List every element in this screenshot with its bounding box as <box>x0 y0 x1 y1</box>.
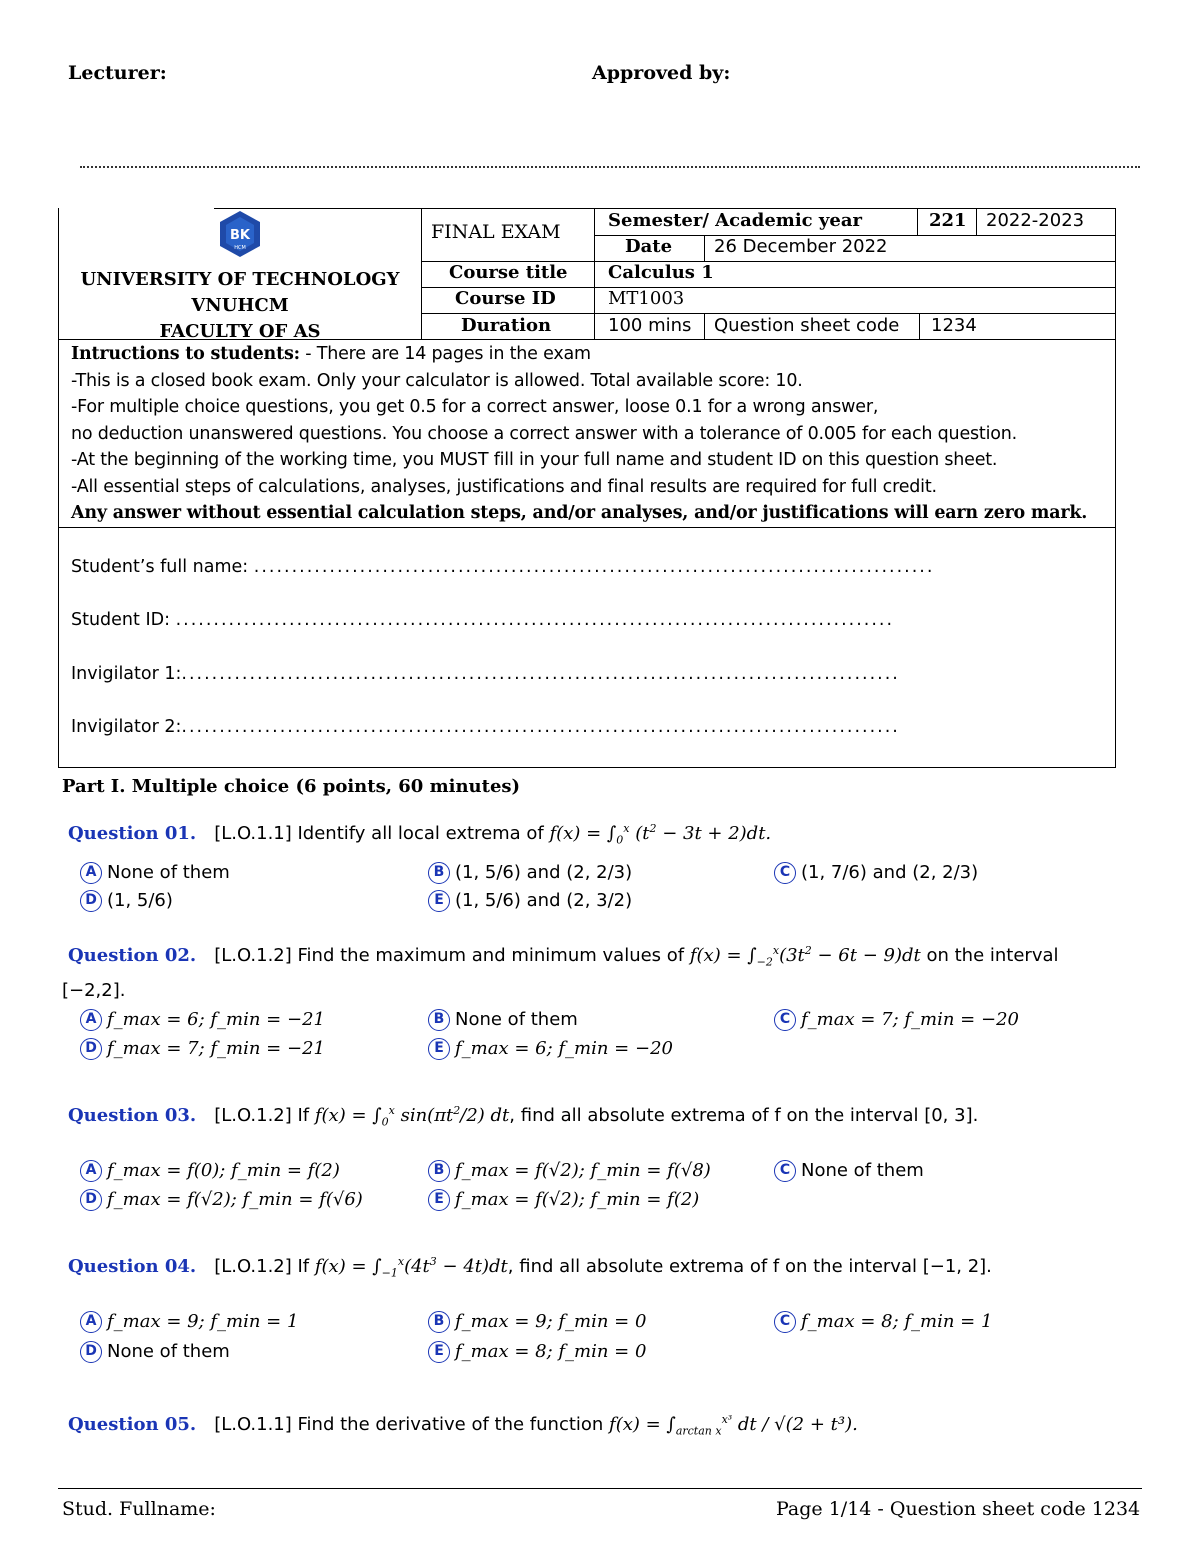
option-letter: A <box>80 1160 102 1182</box>
option-letter: C <box>774 1311 796 1333</box>
instructions-warning: Any answer without essential calculation steps, and/or analyses, and/or justifications will earn zero mark. <box>71 503 1088 523</box>
invigilator-1-label: Invigilator 1: <box>71 664 182 684</box>
option-text: None of them <box>107 1341 230 1362</box>
question-text: Identify all local extrema of <box>291 823 550 844</box>
option-e[interactable] <box>428 1341 646 1363</box>
student-id-label: Student ID: <box>71 610 176 630</box>
option-text: (1, 5/6) <box>107 890 173 911</box>
option-e[interactable] <box>428 1189 699 1211</box>
option-letter: E <box>428 1341 450 1363</box>
option-d[interactable] <box>80 1341 230 1363</box>
university-logo <box>212 209 268 261</box>
question-label: Question 03. <box>68 1105 197 1126</box>
learning-outcome: [L.O.1.2] <box>214 945 292 966</box>
question-label: Question 04. <box>68 1256 197 1277</box>
formula: $f(x) = \int_{-2}^x(3t^2 - 6t - 9)dt$ <box>689 944 921 969</box>
academic-year: 2022-2023 <box>986 210 1085 231</box>
option-b[interactable] <box>428 1311 646 1333</box>
option-text: (1, 5/6) and (2, 3/2) <box>455 890 633 911</box>
option-a[interactable] <box>80 1009 325 1031</box>
footer-divider <box>58 1488 1142 1489</box>
semester-label: Semester/ Academic year <box>608 210 862 231</box>
student-id-field[interactable]: Student ID: ............................................................................................... <box>71 610 895 630</box>
option-d[interactable] <box>80 890 173 912</box>
semester-value: 221 <box>929 210 967 231</box>
svg-text:BK: BK <box>230 228 250 243</box>
instructions-line: no deduction unanswered questions. You choose a correct answer with a tolerance of 0.005 for each question. <box>71 423 1018 444</box>
sheet-code-value: 1234 <box>931 315 977 336</box>
option-text: None of them <box>455 1009 578 1030</box>
option-b[interactable] <box>428 1009 578 1031</box>
instructions-line: -For multiple choice questions, you get 0.5 for a correct answer, loose 0.1 for a wrong answer, <box>71 397 879 417</box>
option-d[interactable] <box>80 1189 363 1211</box>
question-05 <box>68 1413 1148 1438</box>
option-text: f_max = 9; f_min = 1 <box>107 1311 299 1332</box>
learning-outcome: [L.O.1.2] <box>214 1256 292 1277</box>
option-letter: D <box>80 890 102 912</box>
duration-value: 100 mins <box>608 315 692 336</box>
option-text: f_max = f(√2); f_min = f(√6) <box>107 1189 363 1210</box>
instructions-line: - There are 14 pages in the exam <box>299 344 591 364</box>
option-letter: E <box>428 890 450 912</box>
learning-outcome: [L.O.1.1] <box>214 1414 292 1435</box>
instructions-line: -All essential steps of calculations, analyses, justifications and final results are required for full credit. <box>71 476 937 497</box>
option-text: f_max = 8; f_min = 1 <box>801 1311 993 1332</box>
footer-page-info: Page 1/14 - Question sheet code 1234 <box>776 1498 1141 1520</box>
formula: $f(x) = \int_0^x$ $\sin(\pi t^2/2)$ dt <box>314 1104 510 1129</box>
student-name-field[interactable]: Student’s full name: .......................................................................................... <box>71 557 935 577</box>
option-b[interactable] <box>428 862 632 884</box>
instructions-line: -At the beginning of the working time, you MUST fill in your full name and student ID on this question sheet. <box>71 450 998 470</box>
question-text: Find the maximum and minimum values of <box>291 945 690 966</box>
option-a[interactable] <box>80 1311 298 1333</box>
question-label: Question 02. <box>68 945 197 966</box>
vnuhcm-label: VNUHCM <box>191 295 289 316</box>
sheet-code-label: Question sheet code <box>714 315 900 336</box>
instructions-block <box>71 341 1087 527</box>
question-text: on the interval <box>920 945 1059 966</box>
option-letter: A <box>80 1009 102 1031</box>
instructions-line: -This is a closed book exam. Only your calculator is allowed. Total available score: 10. <box>71 370 803 391</box>
question-text: If <box>291 1256 315 1277</box>
formula: $f(x) = \int_0^x$ $(t^2 - 3t + 2)dt$. <box>549 822 772 847</box>
option-letter: B <box>428 1009 450 1031</box>
option-letter: B <box>428 862 450 884</box>
option-letter: C <box>774 1160 796 1182</box>
question-04 <box>68 1255 1148 1280</box>
option-text: f_max = 7; f_min = −20 <box>801 1009 1019 1030</box>
option-letter: C <box>774 862 796 884</box>
exam-header-box <box>58 208 1116 768</box>
invigilator-2-field[interactable]: Invigilator 2:............................................................................................... <box>71 717 900 737</box>
option-c[interactable] <box>774 862 978 884</box>
option-text: f_max = 7; f_min = −21 <box>107 1038 325 1059</box>
option-letter: A <box>80 1311 102 1333</box>
option-letter: C <box>774 1009 796 1031</box>
question-text: Find the derivative of the function <box>291 1414 610 1435</box>
formula: $f(x) = \int_{arctan x}^{x^3}$ dt / √(2 + t³). <box>609 1413 858 1438</box>
option-a[interactable] <box>80 862 230 884</box>
question-03 <box>68 1104 1148 1129</box>
lecturer-label: Lecturer: <box>68 62 167 84</box>
formula: $f(x) = \int_{-1}^x(4t^3 - 4t)dt$ <box>314 1255 508 1280</box>
option-text: (1, 7/6) and (2, 2/3) <box>801 862 979 883</box>
learning-outcome: [L.O.1.1] <box>214 823 292 844</box>
question-text: , find all absolute extrema of f on the interval [0, 3]. <box>509 1105 979 1126</box>
course-title-value: Calculus 1 <box>608 262 714 283</box>
option-e[interactable] <box>428 890 632 912</box>
footer-fullname: Stud. Fullname: <box>62 1498 216 1520</box>
option-text: None of them <box>107 862 230 883</box>
signature-dotted-line <box>80 158 1140 168</box>
option-text: f_max = 9; f_min = 0 <box>455 1311 647 1332</box>
option-c[interactable] <box>774 1311 992 1333</box>
option-text: f_max = f(√2); f_min = f(2) <box>455 1189 700 1210</box>
option-d[interactable] <box>80 1038 325 1060</box>
option-text: f_max = f(√2); f_min = f(√8) <box>455 1160 711 1181</box>
option-letter: B <box>428 1311 450 1333</box>
option-letter: D <box>80 1189 102 1211</box>
instructions-heading: Intructions to students: <box>71 344 300 364</box>
option-text: f_max = 8; f_min = 0 <box>455 1341 647 1362</box>
option-text: None of them <box>801 1160 924 1181</box>
question-01 <box>68 822 1148 847</box>
option-text: (1, 5/6) and (2, 2/3) <box>455 862 633 883</box>
duration-label: Duration <box>461 315 552 336</box>
option-text: f_max = f(0); f_min = f(2) <box>107 1160 340 1181</box>
course-id-label: Course ID <box>455 288 556 309</box>
option-e[interactable] <box>428 1038 673 1060</box>
question-02 <box>68 944 1148 969</box>
question-text: If <box>291 1105 315 1126</box>
option-a[interactable] <box>80 1160 340 1182</box>
university-name: UNIVERSITY OF TECHNOLOGY <box>80 269 400 290</box>
question-label: Question 01. <box>68 823 197 844</box>
date-value: 26 December 2022 <box>714 236 888 257</box>
faculty-name: FACULTY OF AS <box>159 321 321 339</box>
course-id-value: MT1003 <box>608 288 685 309</box>
question-text: , find all absolute extrema of f on the interval [−1, 2]. <box>507 1256 992 1277</box>
option-letter: B <box>428 1160 450 1182</box>
option-letter: D <box>80 1341 102 1363</box>
invigilator-1-field[interactable]: Invigilator 1:............................................................................................... <box>71 664 900 684</box>
option-b[interactable] <box>428 1160 711 1182</box>
question-label: Question 05. <box>68 1414 197 1435</box>
exam-title: FINAL EXAM <box>431 221 561 243</box>
option-c[interactable] <box>774 1160 924 1182</box>
approved-by-label: Approved by: <box>592 62 731 84</box>
course-title-label: Course title <box>449 262 568 283</box>
option-c[interactable] <box>774 1009 1019 1031</box>
date-label: Date <box>625 236 673 257</box>
option-text: f_max = 6; f_min = −20 <box>455 1038 673 1059</box>
invigilator-2-label: Invigilator 2: <box>71 717 182 737</box>
svg-text:HCM: HCM <box>234 245 246 251</box>
question-02-interval: [−2,2]. <box>62 980 126 1001</box>
option-letter: E <box>428 1189 450 1211</box>
option-text: f_max = 6; f_min = −21 <box>107 1009 325 1030</box>
part-title: Part I. Multiple choice (6 points, 60 minutes) <box>62 776 521 797</box>
option-letter: D <box>80 1038 102 1060</box>
learning-outcome: [L.O.1.2] <box>214 1105 292 1126</box>
student-name-label: Student’s full name: <box>71 557 254 577</box>
option-letter: A <box>80 862 102 884</box>
option-letter: E <box>428 1038 450 1060</box>
